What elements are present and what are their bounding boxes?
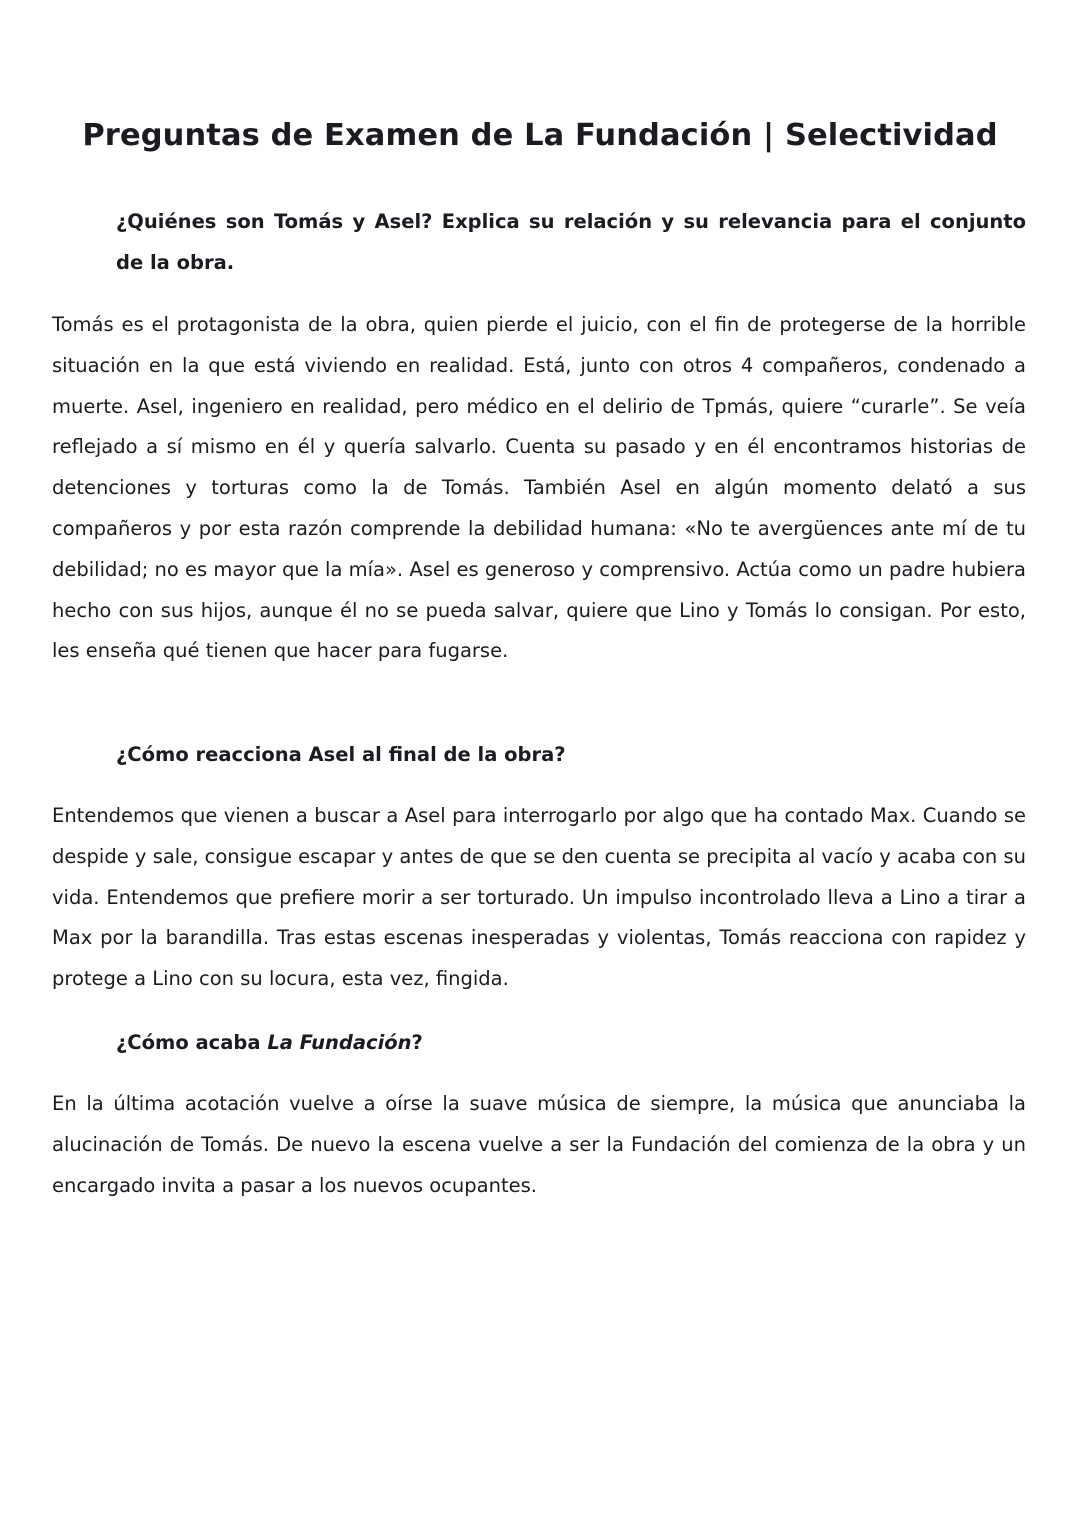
page-title: Preguntas de Examen de La Fundación | Selectividad xyxy=(82,118,998,153)
answer-1: Tomás es el protagonista de la obra, quien pierde el juicio, con el fin de protegerse de la horrible situación en la que está viviendo en realidad. Está, junto con otros 4 compañeros, condenado a muerte. Asel, ingeniero en realidad, pero médico en el delirio de Tpmás, quiere “curarle”. Se veía reflejado a sí mismo en él y quería salvarlo. Cuenta su pasado y en él encontramos historias de detenciones y torturas como la de Tomás. También Asel en algún momento delató a sus compañeros y por esta razón comprende la debilidad humana: «No te avergüences ante mí de tu debilidad; no es mayor que la mía». Asel es generoso y comprensivo. Actúa como un padre hubiera hecho con sus hijos, aunque él no se pueda salvar, quiere que Lino y Tomás lo consigan. Por esto, les enseña qué tienen que hacer para fugarse. xyxy=(52,313,1026,663)
answer-3: En la última acotación vuelve a oírse la suave música de siempre, la música que anunciaba la alucinación de Tomás. De nuevo la escena vuelve a ser la Fundación del comienza de la obra y un encargado invita a pasar a los nuevos ocupantes. xyxy=(52,1092,1026,1197)
question-3-prefix: ¿Cómo acaba xyxy=(116,1031,268,1054)
question-3-work-title: La Fundación xyxy=(267,1031,412,1054)
question-3-suffix: ? xyxy=(411,1031,423,1054)
question-1: ¿Quiénes son Tomás y Asel? Explica su relación y su relevancia para el conjunto de la obra. xyxy=(116,210,1026,274)
question-3 xyxy=(116,1022,1026,1063)
answer-2: Entendemos que vienen a buscar a Asel para interrogarlo por algo que ha contado Max. Cuando se despide y sale, consigue escapar y antes de que se den cuenta se precipita al vacío y acaba con su vida. Entendemos que prefiere morir a ser torturado. Un impulso incontrolado lleva a Lino a tirar a Max por la barandilla. Tras estas escenas inesperadas y violentas, Tomás reacciona con rapidez y protege a Lino con su locura, esta vez, fingida. xyxy=(52,804,1026,991)
question-2: ¿Cómo reacciona Asel al final de la obra? xyxy=(116,743,566,766)
